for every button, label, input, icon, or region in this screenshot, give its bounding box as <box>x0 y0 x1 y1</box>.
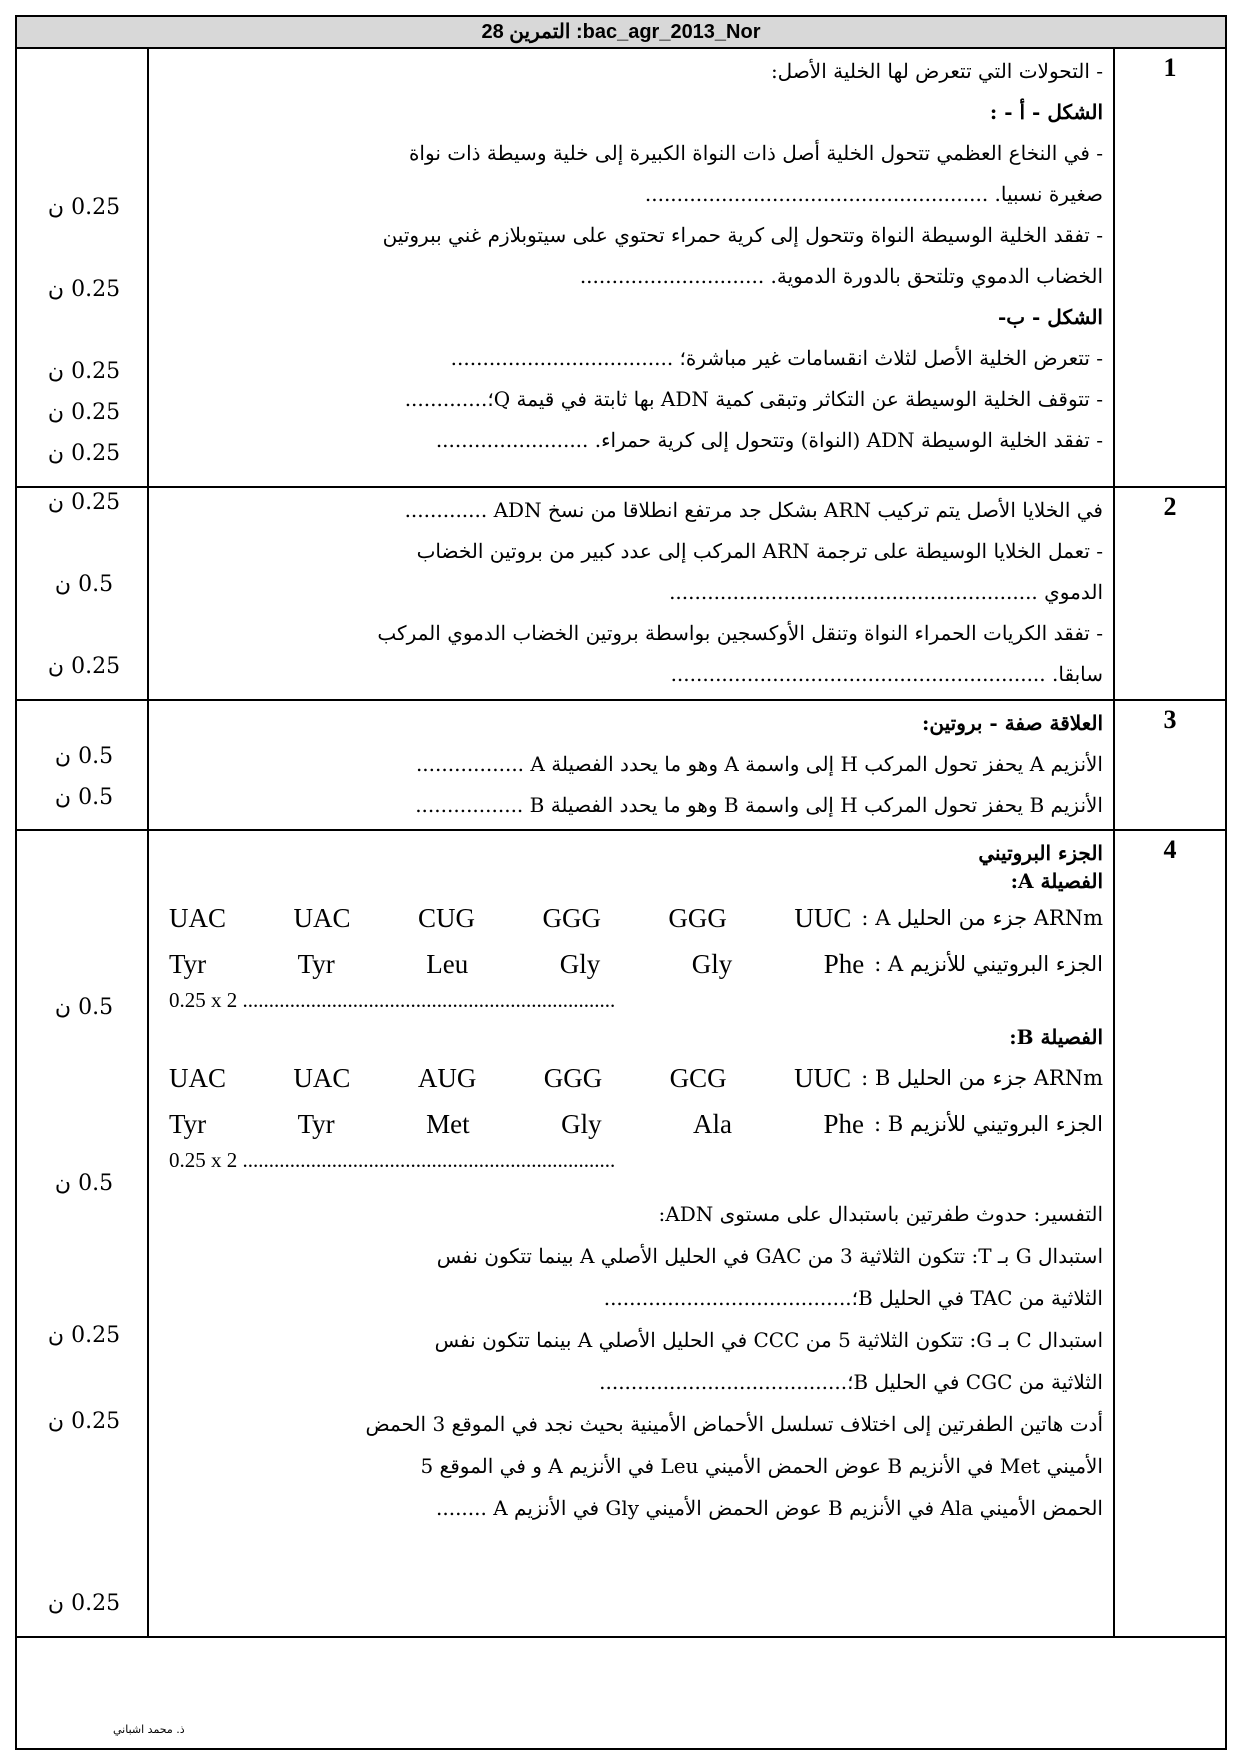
explanation-line: استبدال C بـ G: تتكون الثلاثية 5 من CCC في الحليل الأصلي A بينما تتكون نفس <box>434 1328 1103 1352</box>
strain-b-protein-label: الجزء البروتيني للأنزيم B : <box>874 1111 1103 1136</box>
amino-acid: Tyr <box>297 948 335 979</box>
codon: UUC <box>794 1062 852 1093</box>
text-line: - تعمل الخلايا الوسيطة على ترجمة ARN المركب إلى عدد كبير من بروتين الخضاب <box>416 539 1103 563</box>
score-value: 0.25 ن <box>47 277 121 302</box>
subheading: الشكل - ب- <box>997 305 1103 329</box>
answer-text <box>149 49 1115 486</box>
strain-a-marks: 0.25 x 2 ....................................................................... <box>169 988 616 1012</box>
score-value: 0.5 ن <box>54 995 114 1020</box>
strain-a-amino-acids <box>169 944 864 985</box>
explanation-line: التفسير: حدوث طفرتين باستبدال على مستوى ADN: <box>658 1202 1103 1226</box>
question-row-2 <box>17 488 1225 701</box>
answer-text <box>149 831 1115 1636</box>
score-value: 0.5 ن <box>54 1171 114 1196</box>
explanation-line: الأميني Met في الأنزيم B عوض الحمض الأميني Leu في الأنزيم A و في الموقع 5 <box>420 1454 1103 1478</box>
amino-acid: Tyr <box>169 948 207 979</box>
score-column <box>17 488 149 699</box>
strain-a-title: الفصيلة A: <box>1010 869 1103 893</box>
text-line: الدموي .......................................................... <box>669 580 1103 604</box>
text-line: صغيرة نسبيا. ...................................................... <box>644 182 1103 206</box>
codon: GCG <box>669 1062 727 1093</box>
amino-acid: Tyr <box>169 1108 207 1139</box>
score-value: 0.25 ن <box>47 441 121 466</box>
codon: GGG <box>543 1062 603 1093</box>
question-row-4 <box>17 831 1225 1638</box>
text-line: الأنزيم B يحفز تحول المركب H إلى واسمة B وهو ما يحدد الفصيلة B ................. <box>415 793 1103 817</box>
strain-a-protein-row <box>169 941 1103 987</box>
strain-b-arn-label: ARNm جزء من الحليل B : <box>861 1065 1103 1090</box>
score-value: 0.25 ن <box>47 1591 121 1616</box>
strain-a-protein-label: الجزء البروتيني للأنزيم A : <box>874 951 1103 976</box>
explanation-line: الثلاثية من CGC في الحليل B؛....................................... <box>599 1370 1103 1394</box>
explanation-line: استبدال G بـ T: تتكون الثلاثية 3 من GAC في الحليل الأصلي A بينما تتكون نفس <box>436 1244 1103 1268</box>
author-name: ذ. محمد اشباني <box>113 1723 185 1736</box>
strain-b-codons <box>169 1058 851 1099</box>
exercise-title: التمرين 28 :bac_agr_2013_Nor <box>17 17 1225 49</box>
answer-sheet <box>15 15 1227 1750</box>
score-value: 0.25 ن <box>47 195 121 220</box>
codon: UAC <box>293 902 351 933</box>
explanation-line: الحمض الأميني Ala في الأنزيم B عوض الحمض الأميني Gly في الأنزيم A ........ <box>436 1496 1103 1520</box>
amino-acid: Leu <box>426 948 469 979</box>
score-value: 0.25 ن <box>47 1323 121 1348</box>
strain-a-codons <box>169 898 851 939</box>
page-footer <box>17 1638 1225 1748</box>
strain-b-arn-row <box>169 1055 1103 1101</box>
amino-acid: Gly <box>559 948 601 979</box>
score-value: 0.25 ن <box>47 1409 121 1434</box>
strain-b-protein-row <box>169 1101 1103 1147</box>
text-line: الأنزيم A يحفز تحول المركب H إلى واسمة A وهو ما يحدد الفصيلة A ................. <box>415 752 1103 776</box>
text-line: - تفقد الكريات الحمراء النواة وتنقل الأوكسجين بواسطة بروتين الخضاب الدموي المركب <box>377 621 1103 645</box>
amino-acid: Phe <box>823 1108 864 1139</box>
subheading: الشكل - أ - : <box>989 100 1103 124</box>
strain-b-title: الفصيلة B: <box>1009 1025 1103 1049</box>
amino-acid: Met <box>426 1108 470 1139</box>
strain-b-amino-acids <box>169 1104 864 1145</box>
amino-acid: Tyr <box>297 1108 335 1139</box>
answer-text <box>149 488 1115 699</box>
codon: UUC <box>794 902 852 933</box>
question-number: 2 <box>1163 492 1177 521</box>
text-line: - تتوقف الخلية الوسيطة عن التكاثر وتبقى كمية ADN بها ثابتة في قيمة Q؛............. <box>404 387 1103 411</box>
question-number: 3 <box>1163 705 1177 734</box>
text-line: - تفقد الخلية الوسيطة النواة وتتحول إلى كرية حمراء تحتوي على سيتوبلازم غني ببروتين <box>382 223 1103 247</box>
question-row-3 <box>17 701 1225 831</box>
strain-a-arn-label: ARNm جزء من الحليل A : <box>861 905 1103 930</box>
text-line: - في النخاع العظمي تتحول الخلية أصل ذات النواة الكبيرة إلى خلية وسيطة ذات نواة <box>408 141 1103 165</box>
answer-text <box>149 701 1115 829</box>
text-line: - تفقد الخلية الوسيطة ADN (النواة) وتتحول إلى كرية حمراء. ........................ <box>435 428 1103 452</box>
question-number: 4 <box>1163 835 1177 864</box>
amino-acid: Gly <box>691 948 733 979</box>
score-column <box>17 49 149 486</box>
codon: CUG <box>417 902 475 933</box>
codon: GGG <box>668 902 727 933</box>
explanation-line: الثلاثية من TAC في الحليل B؛....................................... <box>603 1286 1103 1310</box>
score-value: 0.25 ن <box>47 654 121 679</box>
subheading: العلاقة صفة - بروتين: <box>922 711 1103 735</box>
strain-a-arn-row <box>169 895 1103 941</box>
codon: AUG <box>417 1062 477 1093</box>
text-line: - تتعرض الخلية الأصل لثلاث انقسامات غير مباشرة؛ ................................... <box>450 346 1103 370</box>
text-line: سابقا. ........................................................... <box>670 662 1103 686</box>
score-value: 0.5 ن <box>54 785 114 810</box>
strain-b-marks: 0.25 x 2 ....................................................................... <box>169 1148 616 1172</box>
codon: UAC <box>169 902 227 933</box>
amino-acid: Phe <box>823 948 865 979</box>
codon: UAC <box>293 1062 351 1093</box>
question-number: 1 <box>1163 53 1177 82</box>
amino-acid: Gly <box>561 1108 602 1139</box>
question-row-1 <box>17 49 1225 488</box>
text-line: - التحولات التي تتعرض لها الخلية الأصل: <box>770 59 1103 83</box>
score-value: 0.25 ن <box>47 400 121 425</box>
score-value: 0.5 ن <box>54 572 114 597</box>
score-value: 0.25 ن <box>47 490 121 515</box>
score-value: 0.5 ن <box>54 744 114 769</box>
explanation-line: أدت هاتين الطفرتين إلى اختلاف تسلسل الأحماض الأمينية بحيث نجد في الموقع 3 الحمض <box>365 1412 1103 1436</box>
codon: UAC <box>169 1062 227 1093</box>
codon: GGG <box>542 902 601 933</box>
score-column <box>17 701 149 829</box>
score-value: 0.25 ن <box>47 359 121 384</box>
amino-acid: Ala <box>693 1108 733 1139</box>
text-line: في الخلايا الأصل يتم تركيب ARN بشكل جد مرتفع انطلاقا من نسخ ADN ............. <box>404 498 1103 522</box>
section-title: الجزء البروتيني <box>978 841 1103 865</box>
text-line: الخضاب الدموي وتلتحق بالدورة الدموية. ............................. <box>579 264 1103 288</box>
score-column <box>17 831 149 1636</box>
